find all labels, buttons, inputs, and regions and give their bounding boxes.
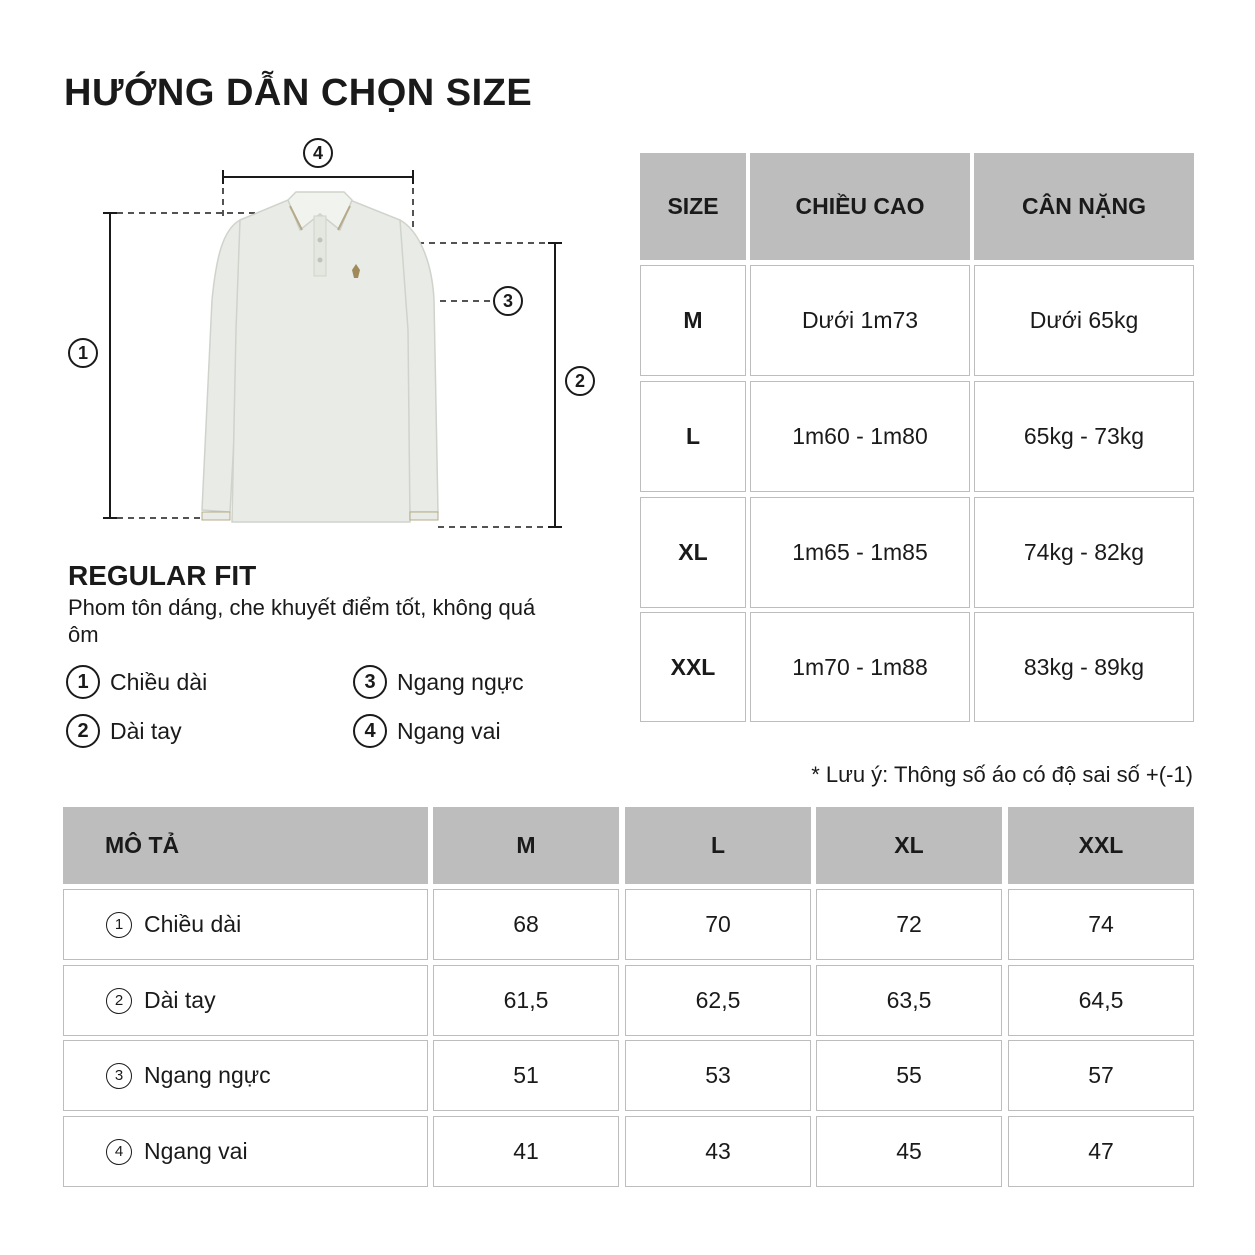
legend-label: Dài tay — [110, 717, 182, 744]
legend-label: Ngang vai — [397, 717, 501, 744]
measure-value: 51 — [433, 1040, 619, 1111]
measure-label-cell — [63, 1040, 428, 1111]
measure-table-header: XL — [816, 807, 1002, 884]
legend-number: 3 — [353, 665, 387, 699]
measure-value: 47 — [1008, 1116, 1194, 1187]
measure-value: 63,5 — [816, 965, 1002, 1036]
legend-item — [353, 714, 501, 748]
fit-description: Phom tôn dáng, che khuyết điểm tốt, không quá ôm — [68, 595, 536, 647]
size-cell: M — [640, 265, 746, 376]
measure-value: 64,5 — [1008, 965, 1194, 1036]
legend-item — [66, 714, 182, 748]
measure-number: 1 — [106, 912, 132, 938]
measure-number: 4 — [106, 1139, 132, 1165]
measure-label-cell — [63, 889, 428, 960]
measure-value: 41 — [433, 1116, 619, 1187]
height-cell: 1m70 - 1m88 — [750, 612, 970, 722]
measure-value: 68 — [433, 889, 619, 960]
measure-value: 53 — [625, 1040, 811, 1111]
polo-shirt-illustration — [40, 130, 630, 540]
size-table-header: CÂN NẶNG — [974, 153, 1194, 260]
measure-table-header: MÔ TẢ — [63, 807, 428, 884]
measure-value: 74 — [1008, 889, 1194, 960]
measure-table-header: XXL — [1008, 807, 1194, 884]
tolerance-note: * Lưu ý: Thông số áo có độ sai số +(-1) — [811, 762, 1193, 787]
legend-item — [353, 665, 524, 699]
legend-number: 1 — [66, 665, 100, 699]
measure-value: 55 — [816, 1040, 1002, 1111]
weight-cell: Dưới 65kg — [974, 265, 1194, 376]
measure-number: 3 — [106, 1063, 132, 1089]
measure-label-cell — [63, 965, 428, 1036]
size-cell: L — [640, 381, 746, 492]
weight-cell: 83kg - 89kg — [974, 612, 1194, 722]
marker-2: 2 — [565, 366, 595, 396]
measure-label: Chiều dài — [144, 911, 242, 937]
legend-number: 4 — [353, 714, 387, 748]
measure-value: 45 — [816, 1116, 1002, 1187]
size-table-header: CHIỀU CAO — [750, 153, 970, 260]
marker-3: 3 — [493, 286, 523, 316]
marker-1: 1 — [68, 338, 98, 368]
measure-value: 62,5 — [625, 965, 811, 1036]
legend-number: 2 — [66, 714, 100, 748]
legend-label: Chiều dài — [110, 668, 208, 695]
measure-label-cell — [63, 1116, 428, 1187]
page-title: HƯỚNG DẪN CHỌN SIZE — [64, 72, 533, 114]
height-cell: 1m60 - 1m80 — [750, 381, 970, 492]
size-cell: XL — [640, 497, 746, 608]
fit-title: REGULAR FIT — [68, 560, 257, 591]
marker-4: 4 — [303, 138, 333, 168]
measure-value: 70 — [625, 889, 811, 960]
measure-value: 43 — [625, 1116, 811, 1187]
measure-table-header: L — [625, 807, 811, 884]
measure-table-header: M — [433, 807, 619, 884]
height-cell: Dưới 1m73 — [750, 265, 970, 376]
height-cell: 1m65 - 1m85 — [750, 497, 970, 608]
measure-label: Dài tay — [144, 987, 216, 1013]
measure-number: 2 — [106, 988, 132, 1014]
weight-cell: 65kg - 73kg — [974, 381, 1194, 492]
measure-value: 72 — [816, 889, 1002, 960]
size-cell: XXL — [640, 612, 746, 722]
shirt-diagram — [40, 130, 630, 540]
measure-value: 57 — [1008, 1040, 1194, 1111]
legend-item — [66, 665, 207, 699]
legend-label: Ngang ngực — [397, 668, 524, 695]
size-table-header: SIZE — [640, 153, 746, 260]
weight-cell: 74kg - 82kg — [974, 497, 1194, 608]
measure-label: Ngang vai — [144, 1138, 248, 1164]
measure-label: Ngang ngực — [144, 1062, 271, 1088]
measure-value: 61,5 — [433, 965, 619, 1036]
